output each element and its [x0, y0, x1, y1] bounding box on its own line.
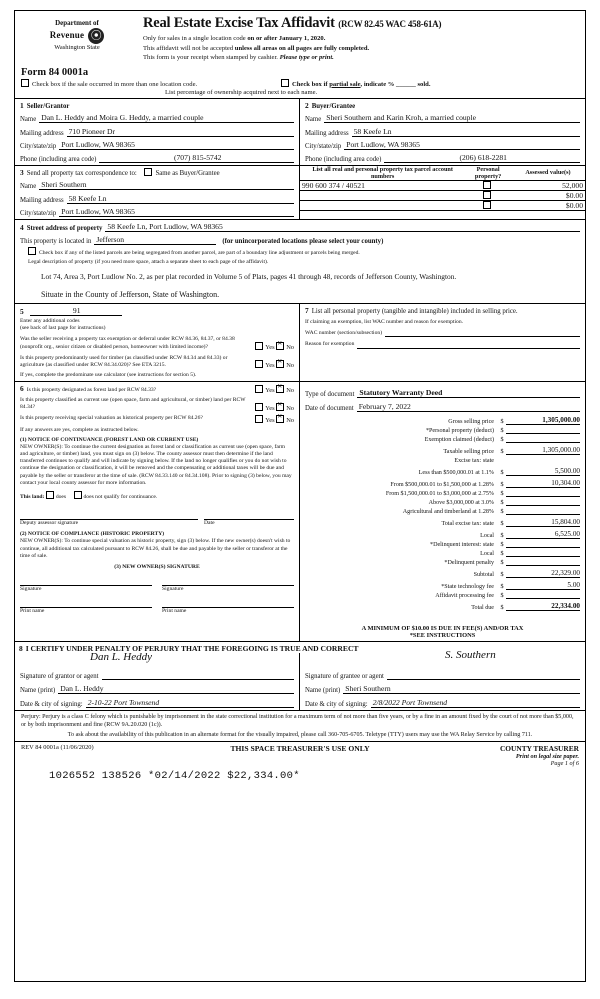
delinquent-interest-local-value[interactable] — [506, 556, 580, 557]
agency-line-2: Revenue — [49, 30, 85, 41]
perjury-text-2: To ask about the availability of this publication in an alternate format for the visually impaired, please call 360-705-6705. Teletype (TTY) users may use the WA Relay Service by calling 711. — [67, 732, 533, 739]
parcel-col-3: Assessed value(s) — [511, 166, 585, 181]
revision-number: REV 84 0001a (11/06/2020) — [21, 744, 94, 752]
parcel-table — [300, 166, 585, 211]
gross-price-label: Gross selling price — [448, 419, 494, 426]
legal-size-note: Print on legal size paper. — [515, 753, 579, 761]
sec5-q2-yes-checkbox[interactable] — [255, 360, 263, 368]
grantor-name-label: Name (print) — [20, 687, 56, 695]
buyer-mailing-label: Mailing address — [305, 129, 349, 137]
yes-label: Yes — [265, 343, 275, 351]
affidavit-fee-label: Affidavit processing fee — [435, 593, 494, 600]
sec5-q1-answers[interactable] — [255, 342, 294, 351]
seller-num: 1 — [20, 100, 24, 110]
buyer-num: 2 — [305, 100, 309, 110]
title-block — [133, 15, 579, 63]
sec5-q2-no-checkbox[interactable] — [276, 360, 284, 368]
partial-b: partial sale — [329, 80, 361, 88]
grantee-name[interactable]: Sheri Southern — [343, 684, 580, 694]
sub2b: unless all areas on all pages are fully completed. — [234, 44, 370, 52]
partial-a: Check box if — [292, 80, 330, 88]
total-due-label: Total due — [471, 605, 494, 612]
sec6-q3: Is this property receiving special valuation as historical property per RCW 84.26? — [20, 414, 203, 421]
table-row[interactable] — [300, 200, 585, 210]
exemption-claimed-value[interactable] — [506, 442, 580, 443]
delinquent-penalty-value[interactable] — [506, 565, 580, 566]
no-label: No — [286, 362, 294, 369]
personal-property-deduct-value[interactable] — [506, 433, 580, 434]
section6-block — [15, 382, 300, 641]
print-label-1: Print name — [20, 608, 45, 615]
sec6-q2: Is this property classified as current use (open space, farm and agricultural, or timber) land per RCW 84.34? — [20, 397, 246, 411]
buyer-phone-label: Phone (including area code) — [305, 155, 382, 163]
bracket-4-value[interactable] — [506, 514, 580, 515]
correspondence-block — [15, 166, 300, 219]
sub2a: This affidavit will not be accepted — [143, 44, 235, 52]
parcel-table-block — [300, 166, 585, 219]
does-qualify-checkbox[interactable] — [46, 491, 54, 499]
sec6-q2-no-checkbox[interactable] — [276, 403, 284, 411]
assessor-date-label: Date — [204, 520, 215, 527]
sec5-q2-answers[interactable] — [255, 360, 294, 369]
doc-type-label: Type of document — [305, 391, 355, 399]
sec6-q3-no-checkbox[interactable] — [276, 415, 284, 423]
agency-block — [21, 15, 133, 52]
doc-date-value[interactable]: February 7, 2022 — [357, 402, 580, 412]
doc-type-value[interactable]: Statutory Warranty Deed — [357, 388, 580, 398]
gross-price-value[interactable]: 1,305,000.00 — [506, 416, 580, 425]
perjury-note — [15, 711, 585, 741]
continuance-heading: (1) NOTICE OF CONTINUANCE (FOREST LAND OR CURRENT USE) — [20, 436, 199, 443]
buyer-name-label: Name — [305, 115, 322, 123]
grantor-date-label: Date & city of signing: — [20, 701, 83, 709]
no-label: No — [286, 387, 294, 395]
sec6-q3-answers[interactable] — [255, 415, 294, 424]
located-label: This property is located in — [20, 237, 92, 245]
sec7-lead: List all personal property (tangible and intangible) included in selling price. — [311, 308, 518, 316]
no-label: No — [286, 416, 294, 424]
grantee-date-label: Date & city of signing: — [305, 701, 368, 709]
mid-row — [15, 304, 585, 381]
same-as-buyer-row[interactable] — [144, 170, 219, 177]
personal-property-deduct-label: *Personal property (deduct) — [425, 428, 494, 435]
no-label: No — [286, 404, 294, 412]
seller-block — [15, 99, 300, 165]
bracket-2-value[interactable] — [506, 496, 580, 497]
bracket-1-label: From $500,000.01 to $1,500,000 at 1.28% — [390, 482, 494, 489]
revenue-logo-icon: ⦿ — [88, 28, 104, 44]
buyer-mailing[interactable]: 58 Keefe Ln — [352, 127, 580, 137]
does-not-label: does not qualify for continuance. — [83, 493, 158, 500]
parcel-personal-2[interactable] — [465, 200, 511, 210]
grantee-sig-line[interactable] — [387, 679, 580, 680]
sec3-mailing[interactable]: 58 Keefe Ln — [67, 194, 294, 204]
page-number: Page 1 of 6 — [550, 760, 579, 768]
multi-location-checkbox[interactable] — [21, 79, 29, 87]
sec5-code[interactable]: 91 — [30, 306, 122, 316]
continuance-text: NEW OWNER(S): To continue the current designation as forest land or classification as current use (open space, farm and agriculture, or timber) land, you must sign on (3) below. The county assessor must then determine if the land transferred continues to qualify and will indicate by signing below. If the land no longer qualifies or you do not wish to continue the designation or classification, it will be removed and the compensating or additional taxes will be due and payable by the seller or transferor at the time of sale. (RCW 84.33.140 or 84.34.108). Prior to signing (3) below, you may contact your local county assessor for more information. — [20, 443, 292, 486]
reason-label: Reason for exemption — [305, 341, 355, 348]
header-checkbox-row — [15, 78, 585, 88]
does-not-qualify-checkbox[interactable] — [74, 491, 82, 499]
state-tech-fee-value[interactable]: 5.00 — [506, 581, 580, 590]
legal-description-text[interactable]: Lot 74, Area 3, Port Ludlow No. 2, as per plat recorded in Volume 5 of Plats, pages 41 through 48, records of Jefferson County, Washington. — [41, 271, 457, 281]
personal-property-checkbox[interactable] — [483, 201, 491, 209]
sec5-q1-no-checkbox[interactable] — [276, 342, 284, 350]
multi-location-checkbox-row[interactable] — [21, 79, 271, 88]
cert-text: I CERTIFY UNDER PENALTY OF PERJURY THAT THE FOREGOING IS TRUE AND CORRECT — [25, 644, 359, 654]
legal-description-label: Legal description of property (if you need more space, attach a separate sheet to each page of the affidavit). — [28, 258, 269, 265]
sec3-name-label: Name — [20, 182, 37, 190]
located-county[interactable]: Jefferson — [94, 235, 216, 245]
grantor-name[interactable]: Dan L. Heddy — [58, 684, 294, 694]
treasurer-stamp: 1026552 138526 *02/14/2022 $22,334.00* — [49, 770, 300, 783]
sec8-num: 8 — [19, 644, 23, 654]
same-as-buyer-checkbox[interactable] — [144, 168, 152, 176]
sec6-q4: If any answers are yes, complete as instructed below. — [20, 426, 139, 433]
signature-label-1: Signature — [20, 585, 42, 592]
section7-block — [300, 304, 585, 381]
sec5-num: 5 — [20, 307, 24, 317]
grantor-signature[interactable]: Dan L. Heddy — [90, 651, 153, 664]
form-title-text: Real Estate Excise Tax Affidavit — [143, 15, 335, 31]
sec3-name[interactable]: Sheri Southern — [39, 180, 294, 190]
seller-title: Seller/Grantor — [26, 102, 70, 110]
sub1b: on or after January 1, 2020. — [247, 35, 326, 42]
form-number: Form 84 0001a — [21, 66, 89, 78]
taxable-price-value[interactable]: 1,305,000.00 — [506, 446, 580, 455]
yes-label: Yes — [265, 387, 275, 395]
partial-c: , indicate % ______ sold. — [360, 80, 431, 88]
sec6-q2-yes-checkbox[interactable] — [255, 403, 263, 411]
does-label: does — [55, 493, 67, 500]
section5-block — [15, 304, 300, 381]
parcel-personal-0[interactable] — [465, 180, 511, 190]
parcel-number-1[interactable] — [300, 190, 465, 200]
sec3-mailing-label: Mailing address — [20, 196, 64, 204]
sec5-codes-hint: (see back of last page for instructions) — [20, 325, 106, 332]
taxable-price-label: Taxable selling price — [443, 449, 494, 456]
local-label: Local — [480, 533, 494, 540]
total-excise-state-value[interactable]: 15,804.00 — [506, 518, 580, 527]
table-row[interactable] — [300, 180, 585, 190]
parties-row — [15, 99, 585, 165]
grantee-sig-label: Signature of grantee or agent — [305, 673, 384, 681]
sec3-lead: Send all property tax correspondence to: — [26, 169, 137, 177]
parcel-col-2: Personal property? — [465, 166, 511, 181]
segregated-checkbox-row[interactable] — [20, 247, 580, 257]
assessor-signature-line[interactable] — [20, 511, 198, 520]
correspondence-row — [15, 166, 585, 219]
personal-property-checkbox[interactable] — [483, 191, 491, 199]
sec3-num: 3 — [20, 167, 24, 177]
buyer-citystate-label: City/state/zip — [305, 142, 342, 150]
grantee-date[interactable]: 2/8/2022 Port Townsend — [371, 698, 580, 708]
seller-mailing[interactable]: 710 Pioneer Dr — [67, 127, 294, 137]
sub3it: Please type or print. — [279, 54, 334, 62]
tax-calculation-block: Type of document Statutory Warranty Deed Date of document February 7, 2022 Gross selling price $ 1,305,000.00 *Personal property (deduct) $ Exemption claimed (deduct) $ Taxable selling price $ 1,305,000.00 Excise tax: state Less than $500,000.01 at 1.1% $ 5,500.00 From $500,000.01 to $1,500,000 at 1.28% $ 10,304.00 From $1,500,000.01 to $3,000,000 at 2.75% $ Above $3,000,000 at 3.0% $ Agricultural and timberland at 1.28% $ Total excise tax: state $ 15,804.00 Local $ 6,525.00 *Delinquent interest: state $ Local $ *Delinquent penalty $ Subtotal $ 22,329.00 *State technology fee $ 5.00 Affidavit processing fee $ Total due $ 22,334.00 A MINIMUM OF $10.00 IS DUE IN FEE(S) AND/OR TAX *SEE INSTRUCTIONS — [305, 388, 580, 640]
bracket-2-label: From $1,500,000.01 to $3,000,000 at 2.75% — [385, 491, 494, 498]
exemption-claimed-label: Exemption claimed (deduct) — [424, 437, 494, 444]
minimum-note-2: *SEE INSTRUCTIONS — [409, 632, 476, 640]
parcel-number-0[interactable]: 990 600 374 / 40521 — [300, 180, 465, 190]
yes-label: Yes — [265, 362, 275, 369]
grantor-date[interactable]: 2-10-22 Port Townsend — [86, 698, 294, 708]
assessor-date-line[interactable] — [204, 511, 294, 520]
seller-name-label: Name — [20, 115, 37, 123]
sec6-q2-answers[interactable] — [255, 403, 294, 412]
sec6-num: 6 — [20, 384, 24, 394]
grantee-name-label: Name (print) — [305, 687, 341, 695]
seller-mailing-label: Mailing address — [20, 129, 64, 137]
seller-phone[interactable]: (707) 815-5742 — [99, 153, 294, 163]
multi-location-label: Check box if the sale occurred in more than one location code. — [32, 80, 198, 88]
sec5-q1: Was the seller receiving a property tax exemption or deferral under RCW 84.36, 84.37, or 84.38 (nonprofit org., senior citizen or disabled person, homeowner with limited income)? — [20, 336, 235, 350]
affidavit-form — [14, 10, 586, 982]
signature-label-2: Signature — [162, 585, 184, 592]
property-address-block — [15, 220, 585, 268]
property-address[interactable]: 58 Keefe Ln, Port Ludlow, WA 98365 — [105, 222, 580, 232]
perjury-text-1: Perjury: Perjury is a class C felony which is punishable by imprisonment in the state correctional institution for a maximum term of not more than five years, or by a fine in an amount fixed by the court of not more than $5,000, or by both imprisonment and fine (RCW 9A.20.020 (1c)). — [21, 714, 574, 729]
seller-phone-label: Phone (including area code) — [20, 155, 97, 163]
grantor-sig-label: Signature of grantor or agent — [20, 673, 99, 681]
treasurer-space-label: THIS SPACE TREASURER'S USE ONLY — [230, 744, 370, 754]
lower-row — [15, 382, 585, 641]
buyer-phone[interactable]: (206) 618-2281 — [384, 153, 580, 163]
located-hint: (for unincorporated locations please select your county) — [222, 237, 384, 245]
excise-tax-state-label: Excise tax: state — [454, 458, 494, 465]
total-excise-state-label: Total excise tax: state — [441, 521, 494, 528]
segregated-checkbox[interactable] — [28, 247, 36, 255]
sec7-exempt-lead: If claiming an exemption, list WAC number and reason for exemption. — [305, 319, 464, 326]
sub1a: Only for sales in a single location code — [143, 35, 248, 42]
assessor-signature-label: Deputy assessor signature — [20, 520, 79, 527]
bracket-3-label: Above $3,000,000 at 3.0% — [428, 500, 494, 507]
parcel-assessed-0[interactable]: 52,000 — [511, 180, 585, 190]
partial-sale-checkbox[interactable] — [281, 79, 289, 87]
grantor-signature-block — [15, 653, 300, 710]
personal-property-checkbox[interactable] — [483, 181, 491, 189]
minimum-note-1: A MINIMUM OF $10.00 IS DUE IN FEE(S) AND/OR TAX — [361, 625, 524, 633]
parcel-personal-1[interactable] — [465, 190, 511, 200]
parcel-number-2[interactable] — [300, 200, 465, 210]
sec7-num: 7 — [305, 306, 309, 316]
ownership-note: List percentage of ownership acquired next to each name. — [165, 88, 318, 96]
sec5-codes-label: Enter any additional codes — [20, 318, 80, 325]
sec6-q3-yes-checkbox[interactable] — [255, 415, 263, 423]
no-label: No — [286, 343, 294, 351]
compliance-heading: (2) NOTICE OF COMPLIANCE (HISTORIC PROPERTY) — [20, 531, 165, 538]
sec4-num: 4 — [20, 222, 24, 232]
delinquent-interest-local-label: Local — [480, 551, 494, 558]
sec6-q1-yes-checkbox[interactable] — [255, 385, 263, 393]
partial-sale-checkbox-row[interactable] — [281, 79, 431, 88]
bracket-3-value[interactable] — [506, 505, 580, 506]
sec6-q1: Is this property designated as forest land per RCW 84.33? — [26, 387, 157, 394]
seller-name[interactable]: Dan L. Heddy and Moira G. Heddy, a married couple — [39, 113, 294, 123]
same-as-buyer-label: Same as Buyer/Grantee — [155, 169, 220, 177]
sec4-title: Street address of property — [26, 224, 103, 232]
bracket-0-label: Less than $500,000.01 at 1.1% — [418, 470, 494, 477]
yes-label: Yes — [265, 416, 275, 424]
agency-line-1: Department of — [55, 19, 99, 27]
sec6-q1-no-checkbox[interactable] — [276, 385, 284, 393]
sec5-q1-yes-checkbox[interactable] — [255, 342, 263, 350]
seller-citystate-label: City/state/zip — [20, 142, 57, 150]
county-treasurer-label: COUNTY TREASURER — [499, 744, 579, 754]
wac-value[interactable] — [385, 336, 580, 337]
segregated-label: Check box if any of the listed parcels are being segregated from another parcel, are part of a boundary line adjustment or parcels being merged. — [39, 249, 360, 256]
local-value[interactable]: 6,525.00 — [506, 530, 580, 539]
parcel-assessed-1[interactable]: $0.00 — [511, 190, 585, 200]
total-due-value[interactable]: 22,334.00 — [506, 602, 580, 611]
doc-date-label: Date of document — [305, 405, 354, 413]
buyer-block — [300, 99, 585, 165]
bracket-4-label: Agricultural and timberland at 1.28% — [402, 509, 494, 516]
subtotal-value[interactable]: 22,329.00 — [506, 569, 580, 578]
new-owner-signature-heading: (3) NEW OWNER(S) SIGNATURE — [114, 563, 200, 570]
sec3-citystate[interactable]: Port Ludlow, WA 98365 — [59, 207, 294, 217]
compliance-text: NEW OWNER(S): To continue special valuation as historic property, sign (3) below. If the new owner(s) doesn't wish to continue, all additional tax calculated pursuant to RCW 84.26, shall be due and payable by the seller or transferor at the time of sale. — [20, 538, 291, 559]
table-row[interactable] — [300, 190, 585, 200]
grantor-sig-line[interactable] — [102, 679, 294, 680]
form-subtitle — [143, 34, 579, 63]
parcel-col-1: List all real and personal property tax parcel account numbers — [300, 166, 465, 181]
buyer-name[interactable]: Sheri Southern and Karin Kroh, a married couple — [324, 113, 580, 123]
state-tech-fee-label: *State technology fee — [441, 584, 494, 591]
affidavit-fee-value[interactable] — [506, 598, 580, 599]
sec3-citystate-label: City/state/zip — [20, 209, 57, 217]
parcel-assessed-2[interactable]: $0.00 — [511, 200, 585, 210]
grantee-signature-block — [300, 649, 585, 710]
this-land-label: This land: — [20, 493, 45, 500]
form-header — [15, 11, 585, 65]
sec5-q3: If yes, complete the predominate use calculator (see instructions for section 5). — [20, 372, 197, 378]
bracket-1-value[interactable]: 10,304.00 — [506, 479, 580, 488]
this-land-row[interactable] — [20, 491, 294, 501]
print-label-2: Print name — [162, 608, 187, 615]
grantee-signature[interactable]: S. Southern — [445, 649, 496, 662]
delinquent-interest-state-value[interactable] — [506, 547, 580, 548]
buyer-title: Buyer/Grantee — [311, 102, 356, 110]
footer-row — [15, 742, 585, 767]
delinquent-penalty-label: *Delinquent penalty — [444, 560, 494, 567]
agency-line-3: Washington State — [54, 43, 100, 51]
sec5-q2: Is this property predominantly used for timber (as classified under RCW 84.34 and 84.33) or agriculture (as classified under RCW 84.34.020)? See ETA 3215. — [20, 354, 228, 368]
subtotal-label: Subtotal — [473, 572, 494, 579]
sub3: This form is your receipt when stamped by cashier. — [143, 54, 280, 62]
delinquent-interest-state-label: *Delinquent interest: state — [430, 542, 494, 549]
form-title — [143, 15, 579, 32]
situate-text[interactable]: Situate in the County of Jefferson, State of Washington. — [41, 290, 220, 300]
reason-value[interactable] — [357, 348, 580, 349]
wac-label: WAC number (section/subsection) — [305, 330, 383, 337]
sec6-q1-answers[interactable] — [255, 385, 294, 394]
buyer-citystate[interactable]: Port Ludlow, WA 98365 — [344, 140, 580, 150]
seller-citystate[interactable]: Port Ludlow, WA 98365 — [59, 140, 294, 150]
yes-label: Yes — [265, 404, 275, 412]
form-title-rcw: (RCW 82.45 WAC 458-61A) — [338, 19, 442, 29]
bracket-0-value[interactable]: 5,500.00 — [506, 467, 580, 476]
